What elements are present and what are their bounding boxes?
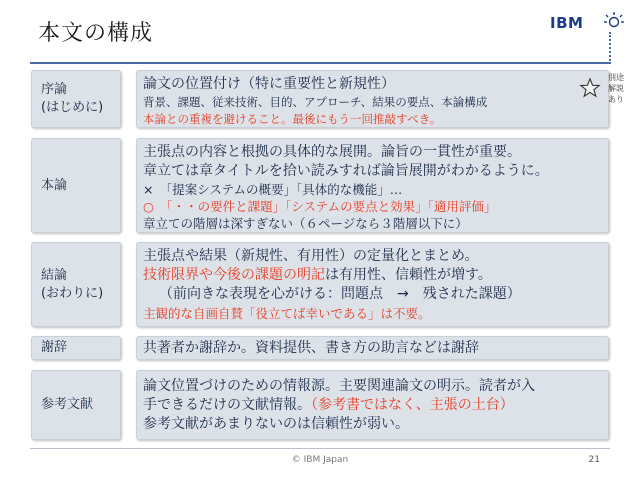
content-line: ○ 「・・の要件と課題」「システムの要点と効果」「適用評価」 <box>143 199 497 214</box>
content-segment: 手できるだけの文献情報。 <box>143 397 311 413</box>
section-label-text: 序論 (はじめに) <box>41 82 104 115</box>
ibm-logo-text: IBM <box>550 14 584 32</box>
content-line: 本論との重複を避けること。最後にもう一回推敲すべき。 <box>143 112 442 126</box>
section-content-conclusion <box>136 242 609 327</box>
section-label-conclusion <box>31 242 121 327</box>
content-line: 章立ての階層は深すぎない（６ページなら３階層以下に） <box>143 216 468 231</box>
section-content-references <box>136 370 609 440</box>
section-label-acknowledgements <box>31 336 121 360</box>
content-line: × 「提案システムの概要」「具体的な機能」… <box>143 182 403 197</box>
content-segment-emphasis: （参考書ではなく、主張の土台） <box>311 397 514 413</box>
content-line <box>143 247 602 266</box>
section-label-text: 結論 (おわりに) <box>41 267 104 301</box>
copyright-text: © IBM Japan <box>291 455 349 465</box>
section-label-references <box>31 370 121 440</box>
content-line: 論文位置づけのための情報源。主要関連論文の明示。読者が入 <box>143 378 535 394</box>
content-segment: は有用性、信頼性が増す。 <box>325 267 492 283</box>
content-line <box>143 266 602 285</box>
content-line: 背景、課題、従来技術、目的、アプローチ、結果の要点、本論構成 <box>143 95 488 109</box>
content-line <box>143 304 602 323</box>
header-divider <box>30 62 610 64</box>
sun-icon <box>604 12 624 27</box>
section-label-text: 本論 <box>41 177 68 193</box>
section-content-introduction <box>136 70 609 128</box>
content-line: 論文の位置付け（特に重要性と新規性） <box>143 76 395 92</box>
content-segment-emphasis: 主観的な自画自賛「役立てば幸いである」は不要。 <box>143 306 431 321</box>
section-label-text: 参考文献 <box>41 397 94 412</box>
section-label-introduction <box>31 70 121 128</box>
section-content-main-body <box>136 138 609 233</box>
content-segment: （前向きな表現を心がける：問題点 → 残された課題） <box>159 286 521 302</box>
content-line <box>143 285 602 304</box>
content-line <box>143 396 602 415</box>
page-number: 21 <box>588 455 600 465</box>
slide-title: 本文の構成 <box>38 21 154 46</box>
section-content-acknowledgements <box>136 336 609 360</box>
slide-footer <box>30 448 610 470</box>
header-dotted-line <box>609 32 612 64</box>
content-line: 共著者か謝辞か。資料提供、書き方の助言などは謝辞 <box>143 340 479 356</box>
ibm-logo <box>548 10 628 34</box>
content-line: 章立ては章タイトルを拾い読みすれば論旨展開がわかるように。 <box>143 163 549 179</box>
content-segment: 主張点や結果（新規性、有用性）の定量化とまとめ。 <box>143 248 479 264</box>
star-icon <box>579 77 601 99</box>
content-line: 参考文献があまりないのは信頼性が弱い。 <box>143 416 409 432</box>
section-label-text: 謝辞 <box>41 340 68 355</box>
section-label-main-body <box>31 138 121 233</box>
separate-explanation-note: 別途 解説 あり <box>608 73 624 104</box>
content-segment-emphasis: 技術限界や今後の課題の明記 <box>143 267 325 283</box>
content-line: 主張点の内容と根拠の具体的な展開。論旨の一貫性が重要。 <box>143 144 521 160</box>
